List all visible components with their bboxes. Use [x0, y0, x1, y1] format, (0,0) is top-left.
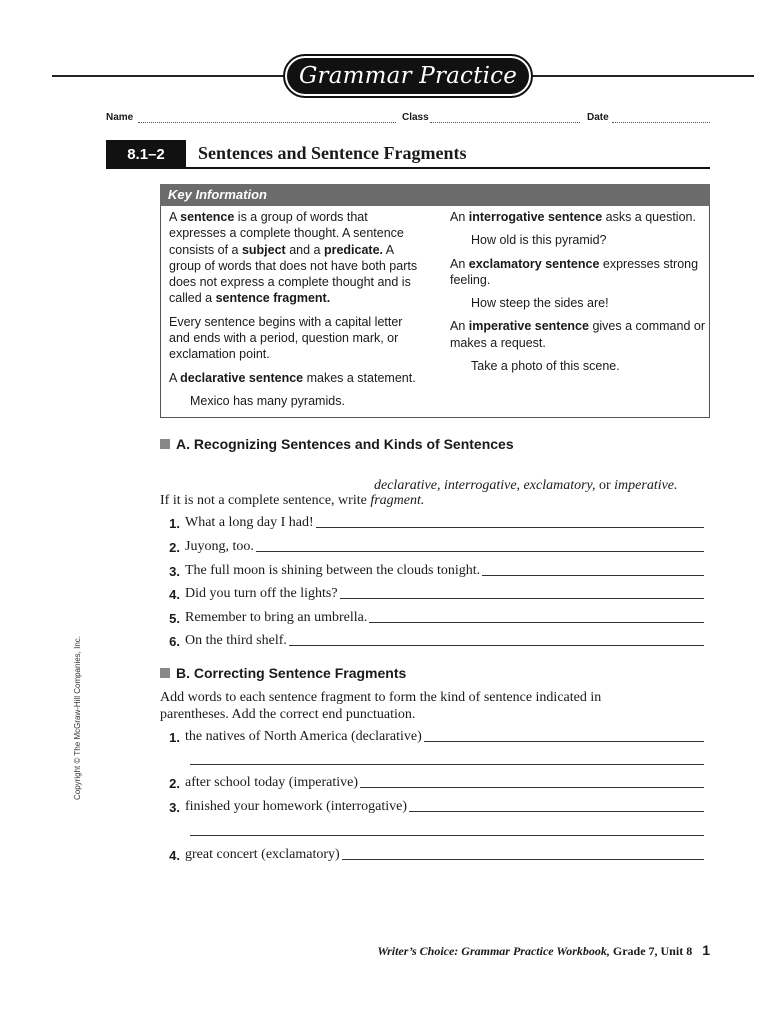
- answer-line[interactable]: [256, 551, 704, 552]
- banner-rule-right: [530, 75, 754, 77]
- section-b-item-4: 4. great concert (exclamatory): [160, 845, 704, 863]
- date-label: Date: [587, 112, 609, 123]
- name-label: Name: [106, 112, 134, 123]
- answer-line[interactable]: [340, 598, 704, 599]
- declarative-definition: A declarative sentence makes a statement.: [169, 370, 416, 385]
- section-b-item-2: 2. after school today (imperative): [160, 773, 704, 791]
- name-field[interactable]: [138, 122, 396, 123]
- square-bullet-icon: [160, 439, 170, 449]
- section-a-item-4: 4. Did you turn off the lights?: [160, 584, 704, 602]
- lesson-rule: [106, 167, 710, 169]
- class-field[interactable]: [430, 122, 580, 123]
- interrogative-definition: An interrogative sentence asks a question.: [450, 210, 696, 224]
- section-a-instruction-line2: If it is not a complete sentence, write fragment.: [160, 493, 425, 508]
- sentence-definition: A sentence is a group of words that expresses a complete thought. A sentence consists of a subject and a predicate. A group of words that does not have both parts does not express a complete thought and is called a sentence fragment.: [169, 210, 418, 306]
- class-label: Class: [402, 112, 429, 123]
- answer-line[interactable]: [369, 622, 704, 623]
- answer-line[interactable]: [482, 575, 704, 576]
- date-field[interactable]: [612, 122, 710, 123]
- answer-line-continuation[interactable]: [190, 764, 704, 765]
- lesson-title: Sentences and Sentence Fragments: [198, 143, 467, 163]
- key-info-right-column: [450, 209, 706, 381]
- page-footer: [377, 942, 710, 959]
- lesson-number: 8.1–2: [106, 140, 186, 168]
- imperative-example: Take a photo of this scene.: [471, 359, 620, 374]
- grammar-practice-banner: [283, 54, 533, 98]
- exclamatory-example: How steep the sides are!: [471, 296, 609, 311]
- answer-line-continuation[interactable]: [190, 835, 704, 836]
- interrogative-example: How old is this pyramid?: [471, 233, 607, 248]
- section-a-item-6: 6. On the third shelf.: [160, 631, 704, 649]
- banner-title: Grammar Practice: [287, 58, 529, 94]
- section-b-item-1: 1. the natives of North America (declarative): [160, 727, 704, 745]
- copyright-notice: Copyright © The McGraw-Hill Companies, Inc.: [73, 635, 82, 800]
- capitalization-rule: Every sentence begins with a capital letter and ends with a period, question mark, or exclamation point.: [169, 314, 403, 362]
- answer-line[interactable]: [424, 741, 704, 742]
- section-b-instruction-line1: Add words to each sentence fragment to form the kind of sentence indicated in: [160, 690, 602, 705]
- imperative-definition: An imperative sentence gives a command or makes a request.: [450, 319, 705, 350]
- declarative-example: Mexico has many pyramids.: [190, 393, 345, 408]
- section-a-item-5: 5. Remember to bring an umbrella.: [160, 608, 704, 626]
- key-information-box: [160, 206, 710, 418]
- square-bullet-icon: [160, 668, 170, 678]
- section-b-item-3: 3. finished your homework (interrogative): [160, 797, 704, 815]
- footer-grade-unit: Grade 7, Unit 8: [609, 944, 693, 958]
- footer-book-title: Writer’s Choice: Grammar Practice Workbook,: [377, 944, 610, 958]
- answer-line[interactable]: [342, 859, 704, 860]
- answer-line[interactable]: [360, 787, 704, 788]
- key-information-heading: Key Information: [160, 184, 710, 206]
- name-class-date-row: [106, 112, 710, 126]
- section-a-heading: A. Recognizing Sentences and Kinds of Sentences: [160, 436, 514, 452]
- exclamatory-definition: An exclamatory sentence expresses strong feeling.: [450, 256, 699, 287]
- section-a-item-2: 2. Juyong, too.: [160, 537, 704, 555]
- answer-line[interactable]: [289, 645, 704, 646]
- section-a-instruction-line1: declarative, interrogative, exclamatory, or imperative.: [374, 478, 678, 493]
- answer-line[interactable]: [316, 527, 704, 528]
- section-b-heading: B. Correcting Sentence Fragments: [160, 665, 406, 681]
- key-info-left-column: [169, 209, 425, 416]
- page-number: 1: [702, 942, 710, 958]
- answer-line[interactable]: [409, 811, 704, 812]
- section-b-instruction-line2: parentheses. Add the correct end punctuation.: [160, 707, 416, 722]
- banner-rule-left: [52, 75, 288, 77]
- section-a-item-1: 1. What a long day I had!: [160, 513, 704, 531]
- section-a-item-3: 3. The full moon is shining between the clouds tonight.: [160, 561, 704, 579]
